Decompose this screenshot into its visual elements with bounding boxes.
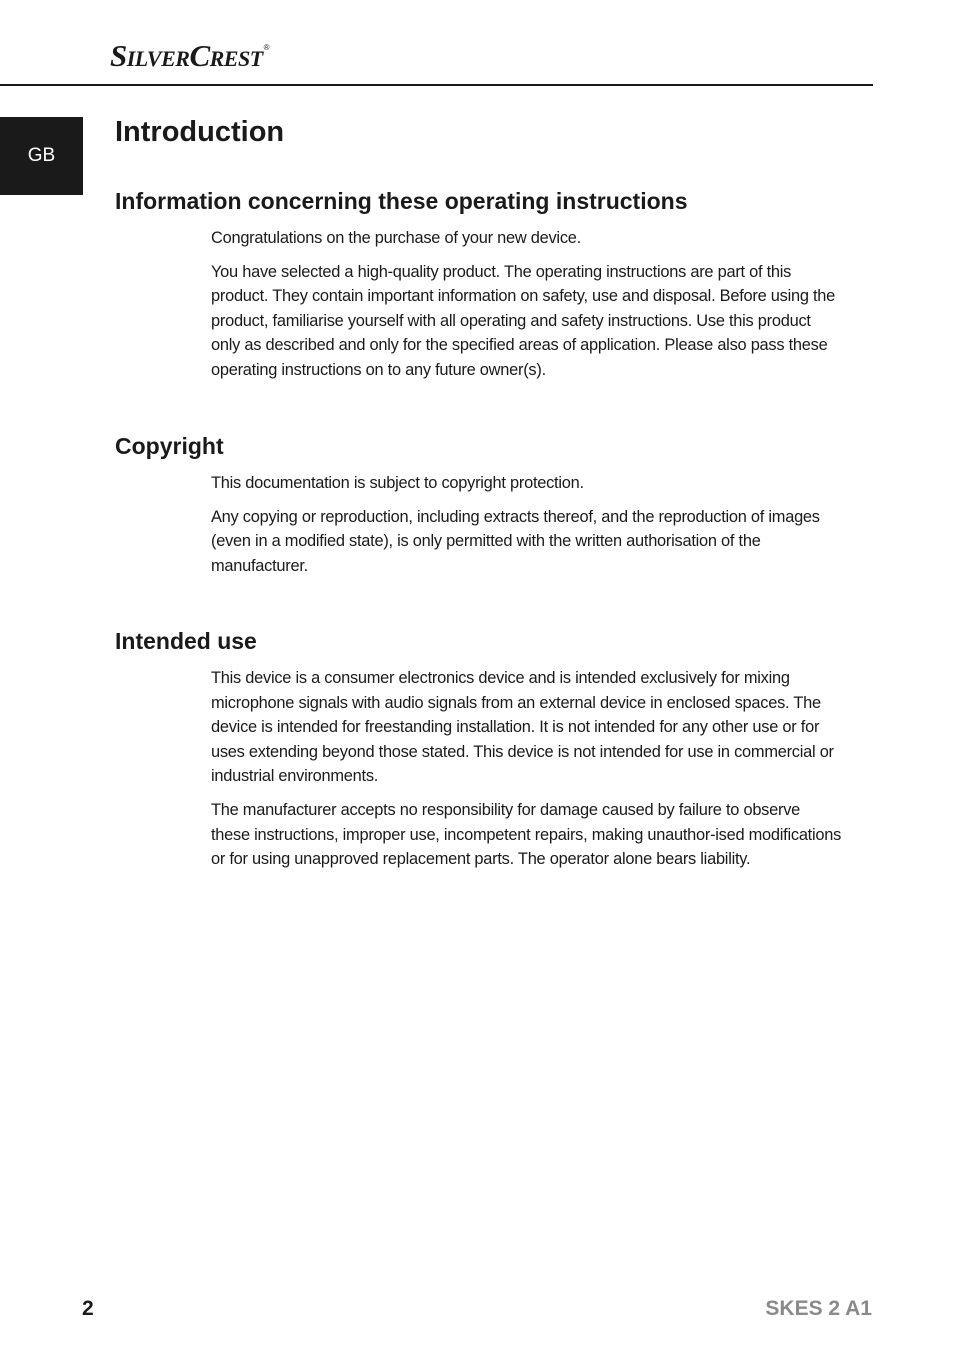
section-heading: Copyright	[115, 433, 224, 459]
page-title: Introduction	[115, 116, 285, 148]
paragraph: This documentation is subject to copyright protection.	[211, 474, 584, 492]
paragraph: This device is a consumer electronics device and is intended exclusively for mixing microphone signals with audio signals from an external device in enclosed spaces. The device is intended for freestanding installation. It is not intended for any other use or for uses extending beyond those stated. This device is not intended for use in commercial or industrial environments.	[211, 669, 834, 786]
section-copyright	[115, 431, 845, 587]
model-number: SKES 2 A1	[765, 1297, 872, 1320]
section-body	[211, 471, 843, 578]
brand-name: SilverCrest	[110, 38, 263, 73]
language-tab: GB	[0, 117, 83, 195]
registered-mark: ®	[263, 43, 270, 52]
paragraph: You have selected a high-quality product. The operating instructions are part of this product. They contain important information on safety, use and disposal. Before using the product, familiarise yourself with all operating and safety instructions. Use this product only as described and only for the specified areas of application. Please also pass these operating instructions on to any future owner(s).	[211, 262, 836, 379]
section-operating-instructions	[115, 186, 845, 392]
header-rule	[0, 84, 873, 86]
section-intended-use	[115, 626, 845, 881]
section-body	[211, 666, 843, 872]
section-body	[211, 226, 843, 383]
paragraph: The manufacturer accepts no responsibility for damage caused by failure to observe these instructions, improper use, incompetent repairs, making unauthor-ised modifications or for using unapproved replacement parts. The operator alone bears liability.	[211, 800, 842, 869]
paragraph: Congratulations on the purchase of your new device.	[211, 229, 581, 247]
section-heading: Intended use	[115, 628, 257, 654]
section-heading: Information concerning these operating instructions	[115, 188, 688, 214]
paragraph: Any copying or reproduction, including extracts thereof, and the reproduction of images (even in a modified state), is only permitted with the written authorisation of the manufacturer.	[211, 507, 820, 575]
brand-logo	[110, 38, 270, 74]
page-number: 2	[82, 1297, 94, 1320]
